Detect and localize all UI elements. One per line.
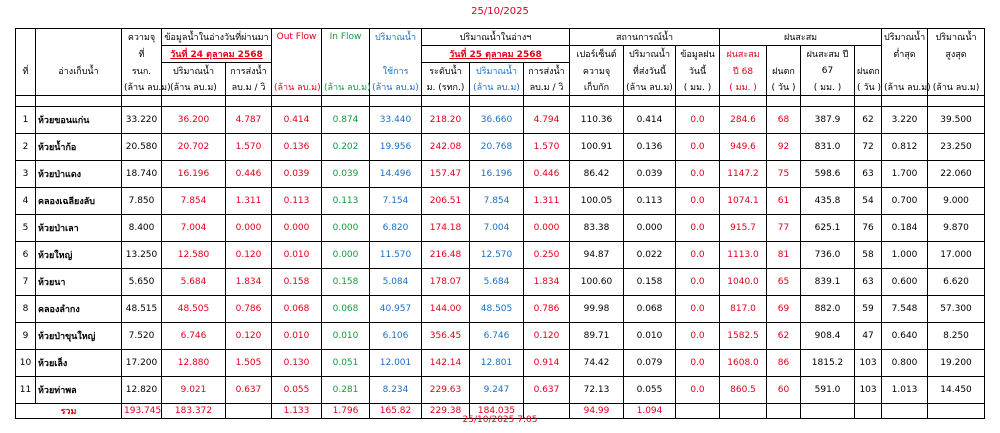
rain-today-header: ข้อมูลฝน [676,46,720,63]
cell-raindays68: 65 [767,269,801,296]
prev-volume-unit: (ล้าน ลบ.ม) [162,79,226,96]
cell-sent-today: 0.068 [624,296,676,323]
cell-curr-release: 0.914 [524,350,570,377]
cell-no: 9 [16,323,36,350]
cell-no: 3 [16,161,36,188]
cell-max: 17.000 [928,242,985,269]
cell-curr-release: 1.570 [524,134,570,161]
cell-rain-today: 0.0 [676,269,720,296]
cell-min: 1.700 [882,161,928,188]
cell-rain67: 598.6 [801,161,855,188]
cell-name: คลองลำกง [36,296,122,323]
cell-prev-volume: 12.880 [162,350,226,377]
cell-rain68: 284.6 [720,107,767,134]
cell-name: คลองเฉลียงลับ [36,188,122,215]
reservoir-header: อ่างเก็บน้ำ [36,63,122,80]
sent-today-unit: (ล้าน ลบ.ม) [624,79,676,96]
cell-sent-today: 0.158 [624,269,676,296]
cell-level: 229.63 [422,377,470,404]
cell-percent: 86.42 [570,161,624,188]
total-curr-volume: 184.035 [470,404,524,419]
cell-curr-volume: 12.570 [470,242,524,269]
cell-rain68: 1040.0 [720,269,767,296]
cell-rain68: 1608.0 [720,350,767,377]
rain-today-unit: ( มม. ) [676,79,720,96]
cell-inflow: 0.874 [322,107,370,134]
cell-percent: 99.98 [570,296,624,323]
cell-outflow: 0.136 [272,134,322,161]
max-header: ปริมาณน้ำ [928,29,985,46]
cell-prev-release: 1.570 [226,134,272,161]
cell-outflow: 0.055 [272,377,322,404]
cell-sent-today: 0.136 [624,134,676,161]
cell-no: 7 [16,269,36,296]
usable-unit: (ล้าน ลบ.ม) [370,79,422,96]
cell-raindays68: 77 [767,215,801,242]
cell-name: ห้วยท่าพล [36,377,122,404]
cell-curr-volume: 20.768 [470,134,524,161]
cell-usable: 40.957 [370,296,422,323]
min-header: ปริมาณน้ำ [882,29,928,46]
curr-group-header: ปริมาณน้ำในอ่างฯ [422,29,570,46]
level-header: ระดับน้ำ [422,63,470,80]
curr-volume-unit: (ล้าน ลบ.ม) [470,79,524,96]
cell-max: 9.870 [928,215,985,242]
cell-capacity: 20.580 [122,134,162,161]
cell-rain68: 949.6 [720,134,767,161]
cell-raindays68: 61 [767,188,801,215]
cell-level: 218.20 [422,107,470,134]
cell-no: 11 [16,377,36,404]
rain-group-header: ฝนสะสม [720,29,882,46]
total-capacity: 193.745 [122,404,162,419]
raindays68-unit: ( วัน ) [767,79,801,96]
cell-usable: 6.106 [370,323,422,350]
table-row [16,161,985,188]
table-row [16,134,985,161]
cell-level: 178.07 [422,269,470,296]
cell-outflow: 0.130 [272,350,322,377]
min-unit: (ล้าน ลบ.ม) [882,79,928,96]
capacity-header-3: รนก. [122,63,162,80]
usable-header: ปริมาณน้ำ [370,29,422,46]
level-unit: ม. (รทก.) [422,79,470,96]
cell-raindays68: 68 [767,107,801,134]
raindays68-header: ฝนตก [767,63,801,80]
cell-level: 356.45 [422,323,470,350]
cell-rain68: 1113.0 [720,242,767,269]
cell-prev-volume: 12.580 [162,242,226,269]
cell-min: 3.220 [882,107,928,134]
cell-usable: 14.496 [370,161,422,188]
table-row [16,188,985,215]
prev-release-unit: ลบ.ม / วิ [226,79,272,96]
cell-raindays68: 75 [767,161,801,188]
cell-prev-release: 0.446 [226,161,272,188]
inflow-unit: (ล้าน ลบ.ม) [322,79,370,96]
cell-usable: 6.820 [370,215,422,242]
capacity-header-2: ที่ [122,46,162,63]
cell-raindays68: 92 [767,134,801,161]
cell-curr-volume: 5.684 [470,269,524,296]
cell-prev-release: 4.787 [226,107,272,134]
cell-max: 14.450 [928,377,985,404]
cell-name: ห้วยนา [36,269,122,296]
min-header-2: ต่ำสุด [882,46,928,63]
cell-min: 0.700 [882,188,928,215]
cell-name: ห้วยเล็ง [36,350,122,377]
cell-capacity: 48.515 [122,296,162,323]
usable-header-2: ใช้การ [370,63,422,80]
cell-raindays67: 63 [855,161,882,188]
cell-inflow: 0.010 [322,323,370,350]
cell-rain67: 625.1 [801,215,855,242]
table-row [16,323,985,350]
curr-release-unit: ลบ.ม / วิ [524,79,570,96]
cell-outflow: 0.000 [272,215,322,242]
cell-level: 144.00 [422,296,470,323]
raindays67-header: ฝนตก [855,63,882,80]
cell-inflow: 0.158 [322,269,370,296]
status-group-header: สถานการณ์น้ำ [570,29,720,46]
cell-raindays67: 103 [855,350,882,377]
sent-today-header-2: ที่ส่งวันนี้ [624,63,676,80]
prev-release-header: การส่งน้ำ [226,63,272,80]
cell-curr-volume: 48.505 [470,296,524,323]
rain67-header: ฝนสะสม ปี [801,46,855,63]
cell-name: ห้วยใหญ่ [36,242,122,269]
percent-header-2: ความจุ [570,63,624,80]
table-row [16,215,985,242]
outflow-header: Out Flow [272,29,322,46]
percent-header-3: เก็บกัก [570,79,624,96]
cell-raindays67: 59 [855,296,882,323]
total-outflow: 1.133 [272,404,322,419]
cell-percent: 72.13 [570,377,624,404]
cell-raindays67: 62 [855,107,882,134]
cell-sent-today: 0.113 [624,188,676,215]
cell-rain68: 1147.2 [720,161,767,188]
total-percent: 94.99 [570,404,624,419]
max-header-2: สูงสุด [928,46,985,63]
cell-raindays67: 63 [855,269,882,296]
cell-max: 19.200 [928,350,985,377]
cell-curr-release: 0.250 [524,242,570,269]
cell-rain68: 860.5 [720,377,767,404]
reservoir-table [15,28,985,419]
cell-curr-volume: 7.004 [470,215,524,242]
cell-percent: 83.38 [570,215,624,242]
cell-min: 0.812 [882,134,928,161]
cell-raindays68: 81 [767,242,801,269]
cell-inflow: 0.000 [322,215,370,242]
cell-raindays67: 72 [855,134,882,161]
max-unit: (ล้าน ลบ.ม) [928,79,985,96]
rain-today-header-2: วันนี้ [676,63,720,80]
cell-raindays67: 54 [855,188,882,215]
cell-raindays68: 86 [767,350,801,377]
prev-group-header: ข้อมูลน้ำในอ่างวันที่ผ่านมา [162,29,272,46]
cell-outflow: 0.158 [272,269,322,296]
cell-percent: 94.87 [570,242,624,269]
cell-inflow: 0.202 [322,134,370,161]
rain67-header-2: 67 [801,63,855,80]
cell-prev-volume: 6.746 [162,323,226,350]
cell-min: 7.548 [882,296,928,323]
cell-capacity: 33.220 [122,107,162,134]
cell-prev-volume: 20.702 [162,134,226,161]
cell-percent: 100.05 [570,188,624,215]
cell-prev-release: 1.505 [226,350,272,377]
cell-no: 1 [16,107,36,134]
cell-inflow: 0.113 [322,188,370,215]
cell-rain68: 1582.5 [720,323,767,350]
rain68-header: ฝนสะสม [720,46,767,63]
cell-level: 142.14 [422,350,470,377]
total-prev-volume: 183.372 [162,404,226,419]
cell-prev-volume: 9.021 [162,377,226,404]
cell-level: 242.08 [422,134,470,161]
cell-no: 5 [16,215,36,242]
table-row [16,350,985,377]
cell-usable: 7.154 [370,188,422,215]
cell-curr-volume: 16.196 [470,161,524,188]
cell-outflow: 0.010 [272,242,322,269]
cell-raindays68: 69 [767,296,801,323]
cell-curr-volume: 7.854 [470,188,524,215]
cell-no: 2 [16,134,36,161]
cell-prev-volume: 16.196 [162,161,226,188]
cell-curr-release: 4.794 [524,107,570,134]
cell-inflow: 0.000 [322,242,370,269]
cell-outflow: 0.414 [272,107,322,134]
cell-prev-volume: 36.200 [162,107,226,134]
cell-rain-today: 0.0 [676,350,720,377]
cell-name: ห้วยป่าแดง [36,161,122,188]
cell-rain-today: 0.0 [676,296,720,323]
cell-curr-release: 0.000 [524,215,570,242]
cell-curr-release: 0.786 [524,296,570,323]
prev-volume-header: ปริมาณน้ำ [162,63,226,80]
rain68-unit: ( มม. ) [720,79,767,96]
cell-sent-today: 0.010 [624,323,676,350]
cell-rain68: 817.0 [720,296,767,323]
cell-max: 9.000 [928,188,985,215]
cell-sent-today: 0.000 [624,215,676,242]
total-inflow: 1.796 [322,404,370,419]
cell-min: 1.013 [882,377,928,404]
cell-rain67: 591.0 [801,377,855,404]
capacity-header: ความจุ [122,29,162,46]
cell-rain68: 915.7 [720,215,767,242]
cell-max: 23.250 [928,134,985,161]
cell-min: 1.000 [882,242,928,269]
cell-capacity: 17.200 [122,350,162,377]
cell-max: 39.500 [928,107,985,134]
cell-usable: 12.001 [370,350,422,377]
cell-level: 157.47 [422,161,470,188]
cell-prev-volume: 7.004 [162,215,226,242]
total-sent-today: 1.094 [624,404,676,419]
cell-rain67: 736.0 [801,242,855,269]
cell-rain68: 1074.1 [720,188,767,215]
curr-volume-header: ปริมาณน้ำ [470,63,524,80]
cell-percent: 89.71 [570,323,624,350]
cell-min: 0.640 [882,323,928,350]
cell-prev-volume: 5.684 [162,269,226,296]
rain67-unit: ( มม. ) [801,79,855,96]
cell-prev-volume: 48.505 [162,296,226,323]
cell-usable: 5.084 [370,269,422,296]
cell-no: 10 [16,350,36,377]
cell-sent-today: 0.022 [624,242,676,269]
curr-release-header: การส่งน้ำ [524,63,570,80]
table-row [16,242,985,269]
cell-name: ห้วยป่าเลา [36,215,122,242]
cell-rain67: 1815.2 [801,350,855,377]
cell-min: 0.800 [882,350,928,377]
cell-curr-release: 0.120 [524,323,570,350]
cell-raindays67: 76 [855,215,882,242]
cell-sent-today: 0.055 [624,377,676,404]
cell-prev-release: 0.637 [226,377,272,404]
percent-header: เปอร์เซ็นต์ [570,46,624,63]
cell-curr-release: 1.311 [524,188,570,215]
cell-rain-today: 0.0 [676,323,720,350]
cell-outflow: 0.010 [272,323,322,350]
cell-usable: 11.570 [370,242,422,269]
cell-raindays67: 47 [855,323,882,350]
cell-max: 22.060 [928,161,985,188]
cell-usable: 33.440 [370,107,422,134]
total-usable: 165.82 [370,404,422,419]
cell-prev-release: 1.834 [226,269,272,296]
cell-usable: 8.234 [370,377,422,404]
cell-raindays67: 103 [855,377,882,404]
cell-rain67: 387.9 [801,107,855,134]
cell-sent-today: 0.414 [624,107,676,134]
cell-curr-volume: 36.660 [470,107,524,134]
cell-curr-volume: 6.746 [470,323,524,350]
table-row [16,107,985,134]
cell-capacity: 5.650 [122,269,162,296]
prev-date-header: วันที่ 24 ตุลาคม 2568 [162,46,272,63]
capacity-header-4: (ล้าน ลบ.ม) [122,79,162,96]
cell-capacity: 18.740 [122,161,162,188]
cell-rain-today: 0.0 [676,161,720,188]
cell-percent: 100.60 [570,269,624,296]
cell-percent: 110.36 [570,107,624,134]
cell-prev-release: 0.120 [226,242,272,269]
cell-percent: 100.91 [570,134,624,161]
cell-rain67: 831.0 [801,134,855,161]
cell-usable: 19.956 [370,134,422,161]
curr-date-header: วันที่ 25 ตุลาคม 2568 [422,46,570,63]
cell-inflow: 0.068 [322,296,370,323]
cell-outflow: 0.039 [272,161,322,188]
cell-min: 0.184 [882,215,928,242]
rain68-header-2: ปี 68 [720,63,767,80]
cell-prev-volume: 7.854 [162,188,226,215]
cell-rain67: 908.4 [801,323,855,350]
cell-curr-volume: 9.247 [470,377,524,404]
cell-curr-volume: 12.801 [470,350,524,377]
cell-rain-today: 0.0 [676,215,720,242]
no-header: ที่ [16,63,36,80]
cell-outflow: 0.068 [272,296,322,323]
cell-name: ห้วยป่าขุนใหญ่ [36,323,122,350]
cell-capacity: 7.520 [122,323,162,350]
cell-max: 6.620 [928,269,985,296]
table-row [16,296,985,323]
cell-raindays68: 60 [767,377,801,404]
cell-name: ห้วยขอนแก่น [36,107,122,134]
raindays67-unit: ( วัน ) [855,79,882,96]
cell-rain67: 435.8 [801,188,855,215]
report-date: 25/10/2025 [471,6,529,17]
outflow-unit: (ล้าน ลบ.ม) [272,79,322,96]
cell-inflow: 0.039 [322,161,370,188]
cell-prev-release: 1.311 [226,188,272,215]
cell-no: 4 [16,188,36,215]
cell-max: 57.300 [928,296,985,323]
cell-no: 6 [16,242,36,269]
cell-no: 8 [16,296,36,323]
cell-curr-release: 1.834 [524,269,570,296]
cell-sent-today: 0.079 [624,350,676,377]
footer-timestamp: 25/10/2025 7:05 [462,415,538,425]
cell-curr-release: 0.637 [524,377,570,404]
cell-capacity: 12.820 [122,377,162,404]
cell-rain-today: 0.0 [676,107,720,134]
cell-capacity: 8.400 [122,215,162,242]
cell-curr-release: 0.446 [524,161,570,188]
cell-level: 206.51 [422,188,470,215]
cell-prev-release: 0.000 [226,215,272,242]
cell-inflow: 0.281 [322,377,370,404]
cell-percent: 74.42 [570,350,624,377]
cell-rain-today: 0.0 [676,377,720,404]
cell-raindays67: 58 [855,242,882,269]
cell-min: 0.600 [882,269,928,296]
table-row [16,377,985,404]
sent-today-header: ปริมาณน้ำ [624,46,676,63]
inflow-header: In Flow [322,29,370,46]
cell-sent-today: 0.039 [624,161,676,188]
cell-rain67: 839.1 [801,269,855,296]
cell-inflow: 0.051 [322,350,370,377]
cell-max: 8.250 [928,323,985,350]
cell-level: 174.18 [422,215,470,242]
cell-rain-today: 0.0 [676,188,720,215]
total-level: 229.38 [422,404,470,419]
table-row [16,269,985,296]
cell-level: 216.48 [422,242,470,269]
cell-prev-release: 0.786 [226,296,272,323]
total-label: รวม [16,404,122,419]
cell-rain67: 882.0 [801,296,855,323]
cell-rain-today: 0.0 [676,242,720,269]
cell-capacity: 13.250 [122,242,162,269]
cell-rain-today: 0.0 [676,134,720,161]
cell-name: ห้วยน้ำก้อ [36,134,122,161]
cell-outflow: 0.113 [272,188,322,215]
cell-capacity: 7.850 [122,188,162,215]
cell-raindays68: 62 [767,323,801,350]
cell-prev-release: 0.120 [226,323,272,350]
